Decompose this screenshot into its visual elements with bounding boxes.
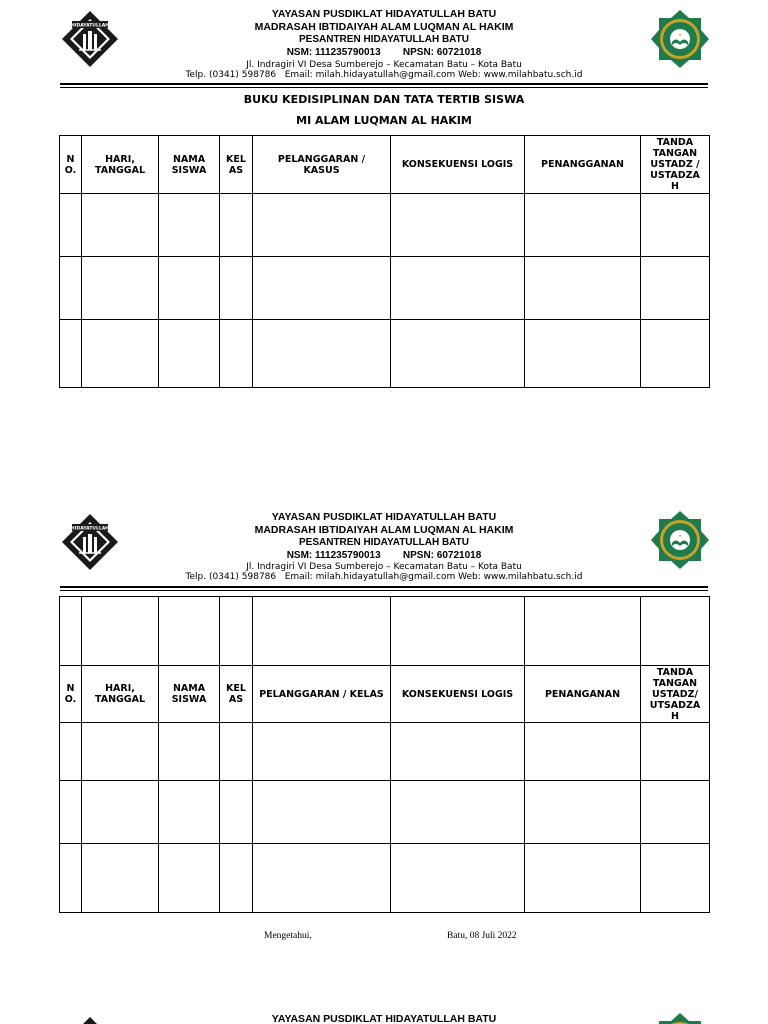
table-cell bbox=[253, 723, 391, 781]
contact-line: Telp. (0341) 598786 Email: milah.hidayatullah@gmail.com Web: www.milahbatu.sch.id bbox=[185, 70, 583, 80]
table-cell bbox=[253, 781, 391, 844]
table-cell bbox=[82, 194, 159, 257]
table-cell bbox=[525, 781, 641, 844]
col-header-no: N O. bbox=[60, 136, 82, 194]
table-cell bbox=[525, 844, 641, 913]
school-name: MADRASAH IBTIDAIYAH ALAM LUQMAN AL HAKIM bbox=[254, 21, 514, 33]
table-cell bbox=[641, 257, 710, 320]
table-row bbox=[60, 257, 710, 320]
pesantren-name: PESANTREN HIDAYATULLAH BATU bbox=[298, 34, 469, 45]
col-header-violation: PELANGGARAN / KELAS bbox=[253, 666, 391, 723]
table-row bbox=[60, 844, 710, 913]
letterhead-2 bbox=[0, 505, 768, 595]
table-cell bbox=[159, 781, 220, 844]
table-cell bbox=[220, 194, 253, 257]
table-cell bbox=[159, 723, 220, 781]
nsm-npsn: NSM: 111235790013 NPSN: 60721018 bbox=[286, 47, 482, 58]
col-header-date: HARI, TANGGAL bbox=[82, 136, 159, 194]
place-date: Batu, 08 Juli 2022 bbox=[447, 931, 517, 941]
table-cell bbox=[60, 723, 82, 781]
col-header-signature: TANDA TANGAN USTADZ/ UTSADZA H bbox=[641, 666, 710, 723]
table-cell bbox=[82, 723, 159, 781]
school-name: MADRASAH IBTIDAIYAH ALAM LUQMAN AL HAKIM bbox=[254, 524, 514, 536]
discipline-table-1 bbox=[59, 135, 710, 388]
header-rule-thick bbox=[60, 83, 708, 85]
table-cell bbox=[525, 320, 641, 388]
letterhead-3 bbox=[0, 1010, 768, 1024]
table-cell bbox=[220, 723, 253, 781]
table-cell bbox=[525, 597, 641, 666]
table-row bbox=[60, 320, 710, 388]
col-header-handling: PENANGANAN bbox=[525, 666, 641, 723]
table-cell bbox=[159, 194, 220, 257]
table-cell bbox=[220, 781, 253, 844]
table-cell bbox=[253, 844, 391, 913]
table-cell bbox=[391, 723, 525, 781]
table-cell bbox=[60, 320, 82, 388]
col-header-class: KEL AS bbox=[220, 666, 253, 723]
table-cell bbox=[60, 781, 82, 844]
table-cell bbox=[82, 597, 159, 666]
table-row bbox=[60, 723, 710, 781]
header-rule-thin bbox=[60, 87, 708, 88]
table-cell bbox=[60, 597, 82, 666]
table-cell bbox=[159, 257, 220, 320]
acknowledged-label: Mengetahui, bbox=[264, 931, 312, 941]
table-header-row bbox=[60, 136, 710, 194]
col-header-student: NAMA SISWA bbox=[159, 136, 220, 194]
col-header-violation: PELANGGARAN / KASUS bbox=[253, 136, 391, 194]
foundation-name: YAYASAN PUSDIKLAT HIDAYATULLAH BATU bbox=[271, 8, 497, 20]
contact-line: Telp. (0341) 598786 Email: milah.hidayatullah@gmail.com Web: www.milahbatu.sch.id bbox=[185, 572, 583, 582]
pesantren-name: PESANTREN HIDAYATULLAH BATU bbox=[298, 537, 469, 548]
col-header-no: N O. bbox=[60, 666, 82, 723]
table-cell bbox=[159, 597, 220, 666]
table-cell bbox=[641, 194, 710, 257]
header-rule-thick bbox=[60, 586, 708, 588]
table-cell bbox=[82, 844, 159, 913]
table-cell bbox=[391, 781, 525, 844]
table-cell bbox=[60, 844, 82, 913]
table-cell bbox=[525, 194, 641, 257]
foundation-name: YAYASAN PUSDIKLAT HIDAYATULLAH BATU bbox=[271, 1013, 497, 1024]
nsm-npsn: NSM: 111235790013 NPSN: 60721018 bbox=[286, 550, 482, 561]
table-cell bbox=[82, 257, 159, 320]
table-header-row bbox=[60, 666, 710, 723]
col-header-student: NAMA SISWA bbox=[159, 666, 220, 723]
logo-text: HIDAYATULLAH bbox=[71, 526, 109, 532]
table-row bbox=[60, 597, 710, 666]
table-cell bbox=[525, 723, 641, 781]
col-header-consequence: KONSEKUENSI LOGIS bbox=[391, 136, 525, 194]
table-cell bbox=[60, 257, 82, 320]
col-header-class: KEL AS bbox=[220, 136, 253, 194]
table-row bbox=[60, 194, 710, 257]
table-cell bbox=[391, 597, 525, 666]
school-subtitle: MI ALAM LUQMAN AL HAKIM bbox=[296, 114, 472, 127]
table-cell bbox=[60, 194, 82, 257]
table-cell bbox=[391, 320, 525, 388]
table-cell bbox=[253, 320, 391, 388]
table-cell bbox=[220, 597, 253, 666]
foundation-name: YAYASAN PUSDIKLAT HIDAYATULLAH BATU bbox=[271, 511, 497, 523]
table-cell bbox=[159, 844, 220, 913]
logo-text: HIDAYATULLAH bbox=[71, 23, 109, 29]
address: Jl. Indragiri VI Desa Sumberejo – Kecamatan Batu – Kota Batu bbox=[246, 60, 522, 70]
table-cell bbox=[641, 844, 710, 913]
address: Jl. Indragiri VI Desa Sumberejo – Kecamatan Batu – Kota Batu bbox=[246, 562, 522, 572]
header-rule-thin bbox=[60, 590, 708, 591]
table-cell bbox=[525, 257, 641, 320]
table-cell bbox=[220, 257, 253, 320]
table-cell bbox=[253, 597, 391, 666]
letterhead-1 bbox=[0, 0, 768, 90]
document-title: BUKU KEDISIPLINAN DAN TATA TERTIB SISWA bbox=[243, 93, 525, 106]
col-header-consequence: KONSEKUENSI LOGIS bbox=[391, 666, 525, 723]
table-cell bbox=[391, 257, 525, 320]
table-cell bbox=[220, 320, 253, 388]
svg-text:★: ★ bbox=[678, 32, 682, 37]
svg-text:★: ★ bbox=[678, 533, 682, 538]
table-cell bbox=[641, 723, 710, 781]
table-cell bbox=[253, 257, 391, 320]
col-header-handling: PENANGGANAN bbox=[525, 136, 641, 194]
discipline-table-2 bbox=[59, 596, 710, 913]
table-cell bbox=[82, 781, 159, 844]
table-cell bbox=[391, 844, 525, 913]
table-cell bbox=[159, 320, 220, 388]
table-cell bbox=[253, 194, 391, 257]
table-cell bbox=[641, 320, 710, 388]
table-cell bbox=[391, 194, 525, 257]
table-cell bbox=[641, 781, 710, 844]
table-cell bbox=[641, 597, 710, 666]
col-header-date: HARI, TANGGAL bbox=[82, 666, 159, 723]
table-cell bbox=[220, 844, 253, 913]
table-row bbox=[60, 781, 710, 844]
col-header-signature: TANDA TANGAN USTADZ / USTADZA H bbox=[641, 136, 710, 194]
table-cell bbox=[82, 320, 159, 388]
